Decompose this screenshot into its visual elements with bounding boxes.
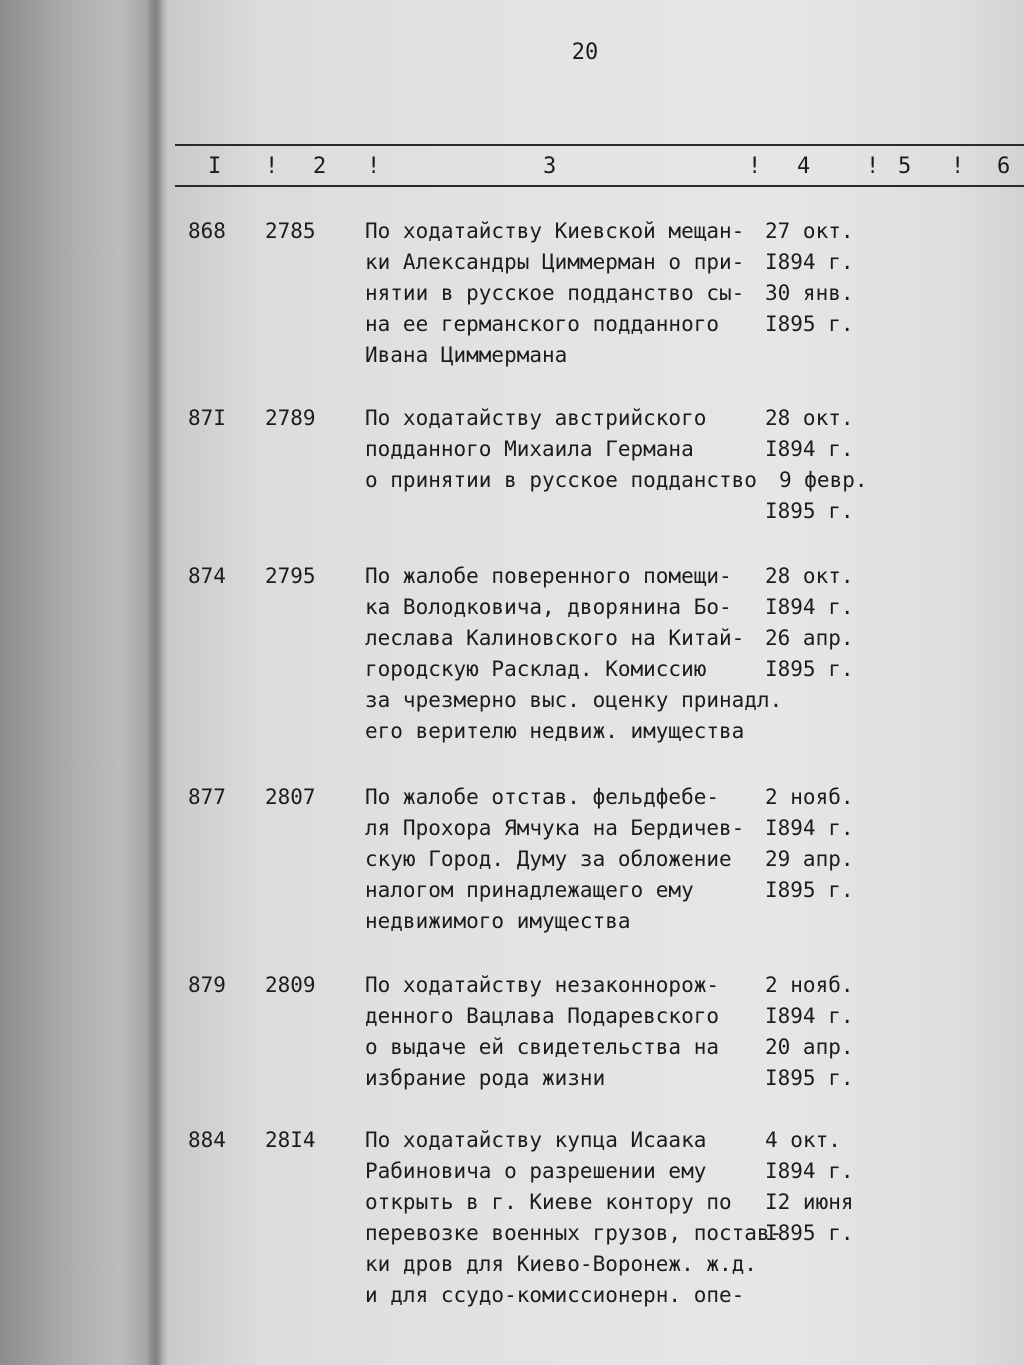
entry-number: 879 [188, 973, 226, 997]
description-line: на ее германского подданного [365, 312, 720, 336]
entry-description [365, 782, 744, 937]
description-line: налогом принадлежащего ему [365, 878, 694, 902]
page-number: 20 [571, 40, 599, 65]
start-year: I894 г. [765, 1159, 854, 1183]
column-header-2: 2 [313, 154, 327, 179]
end-date: 29 апр. [765, 847, 854, 871]
start-date: 2 нояб. [765, 785, 854, 809]
book-spine-shadow [148, 0, 162, 1365]
description-line: Ивана Циммермана [365, 343, 568, 367]
entry-description [365, 403, 757, 496]
end-year: I895 г. [765, 499, 854, 523]
file-number: 2789 [265, 406, 316, 430]
column-separator: ! [367, 154, 381, 179]
column-separator: ! [951, 154, 965, 179]
entry-number: 87I [188, 406, 226, 430]
column-separator: ! [866, 154, 880, 179]
column-header-1: I [208, 154, 222, 179]
description-line: открыть в г. Киеве контору по [365, 1190, 732, 1214]
description-line: за чрезмерно выс. оценку принадл. [365, 688, 783, 712]
entry-number: 877 [188, 785, 226, 809]
start-date: 28 окт. [765, 406, 854, 430]
end-year: I895 г. [765, 878, 854, 902]
entry-description [365, 970, 719, 1094]
column-separator: ! [748, 154, 762, 179]
description-line: ка Володковича, дворянина Бо- [365, 595, 732, 619]
entry-dates [765, 970, 854, 1094]
end-date: I2 июня [765, 1190, 854, 1214]
end-year: I895 г. [765, 312, 854, 336]
description-line: ки Александры Циммерман о при- [365, 250, 745, 274]
end-year: I895 г. [765, 1066, 854, 1090]
end-year: I895 г. [765, 1221, 854, 1245]
description-line: По ходатайству незаконнорож- [365, 973, 720, 997]
entry-description [365, 216, 744, 371]
entry-number: 884 [188, 1128, 226, 1152]
end-date: 20 апр. [765, 1035, 854, 1059]
description-line: денного Вацлава Подаревского [365, 1004, 720, 1028]
entry-dates [765, 1125, 854, 1249]
end-date: 26 апр. [765, 626, 854, 650]
description-line: скую Город. Думу за обложение [365, 847, 732, 871]
entry-dates [765, 782, 854, 906]
description-line: По жалобе отстав. фельдфебе- [365, 785, 720, 809]
description-line: и для ссудо-комиссионерн. опе- [365, 1283, 745, 1307]
start-date: 27 окт. [765, 219, 854, 243]
file-number: 2795 [265, 564, 316, 588]
end-date: 9 февр. [779, 468, 868, 492]
start-year: I894 г. [765, 816, 854, 840]
entry-dates [765, 561, 854, 685]
start-date: 28 окт. [765, 564, 854, 588]
column-header-5: 5 [898, 154, 912, 179]
description-line: По жалобе поверенного помещи- [365, 564, 732, 588]
description-line: избрание рода жизни [365, 1066, 606, 1090]
end-year: I895 г. [765, 657, 854, 681]
description-line: нятии в русское подданство сы- [365, 281, 745, 305]
description-line: Рабиновича о разрешении ему [365, 1159, 707, 1183]
start-year: I894 г. [765, 595, 854, 619]
description-line: о принятии в русское подданство [365, 468, 757, 492]
description-line: подданного Михаила Германа [365, 437, 694, 461]
start-year: I894 г. [765, 437, 854, 461]
file-number: 2785 [265, 219, 316, 243]
column-header-6: 6 [997, 154, 1011, 179]
start-date: 2 нояб. [765, 973, 854, 997]
description-line: городскую Расклад. Комиссию [365, 657, 707, 681]
description-line: По ходатайству Киевской мещан- [365, 219, 745, 243]
description-line: перевозке военных грузов, постав- [365, 1221, 783, 1245]
entry-number: 868 [188, 219, 226, 243]
entry-dates [765, 403, 868, 527]
description-line: леслава Калиновского на Китай- [365, 626, 745, 650]
description-line: ки дров для Киево-Воронеж. ж.д. [365, 1252, 757, 1276]
file-number: 28I4 [265, 1128, 316, 1152]
entry-number: 874 [188, 564, 226, 588]
entry-description [365, 561, 782, 747]
entry-dates [765, 216, 854, 340]
start-date: 4 окт. [765, 1128, 841, 1152]
description-line: По ходатайству купца Исаака [365, 1128, 707, 1152]
start-year: I894 г. [765, 250, 854, 274]
entry-description [365, 1125, 782, 1311]
file-number: 2807 [265, 785, 316, 809]
file-number: 2809 [265, 973, 316, 997]
description-line: о выдаче ей свидетельства на [365, 1035, 720, 1059]
column-separator: ! [265, 154, 279, 179]
description-line: ля Прохора Ямчука на Бердичев- [365, 816, 745, 840]
end-date: 30 янв. [765, 281, 854, 305]
description-line: его верителю недвиж. имущества [365, 719, 745, 743]
column-header-3: 3 [543, 154, 557, 179]
description-line: По ходатайству австрийского [365, 406, 707, 430]
header-top-rule [175, 144, 1024, 146]
description-line: недвижимого имущества [365, 909, 631, 933]
start-year: I894 г. [765, 1004, 854, 1028]
header-bottom-rule [175, 185, 1024, 187]
column-header-4: 4 [797, 154, 811, 179]
